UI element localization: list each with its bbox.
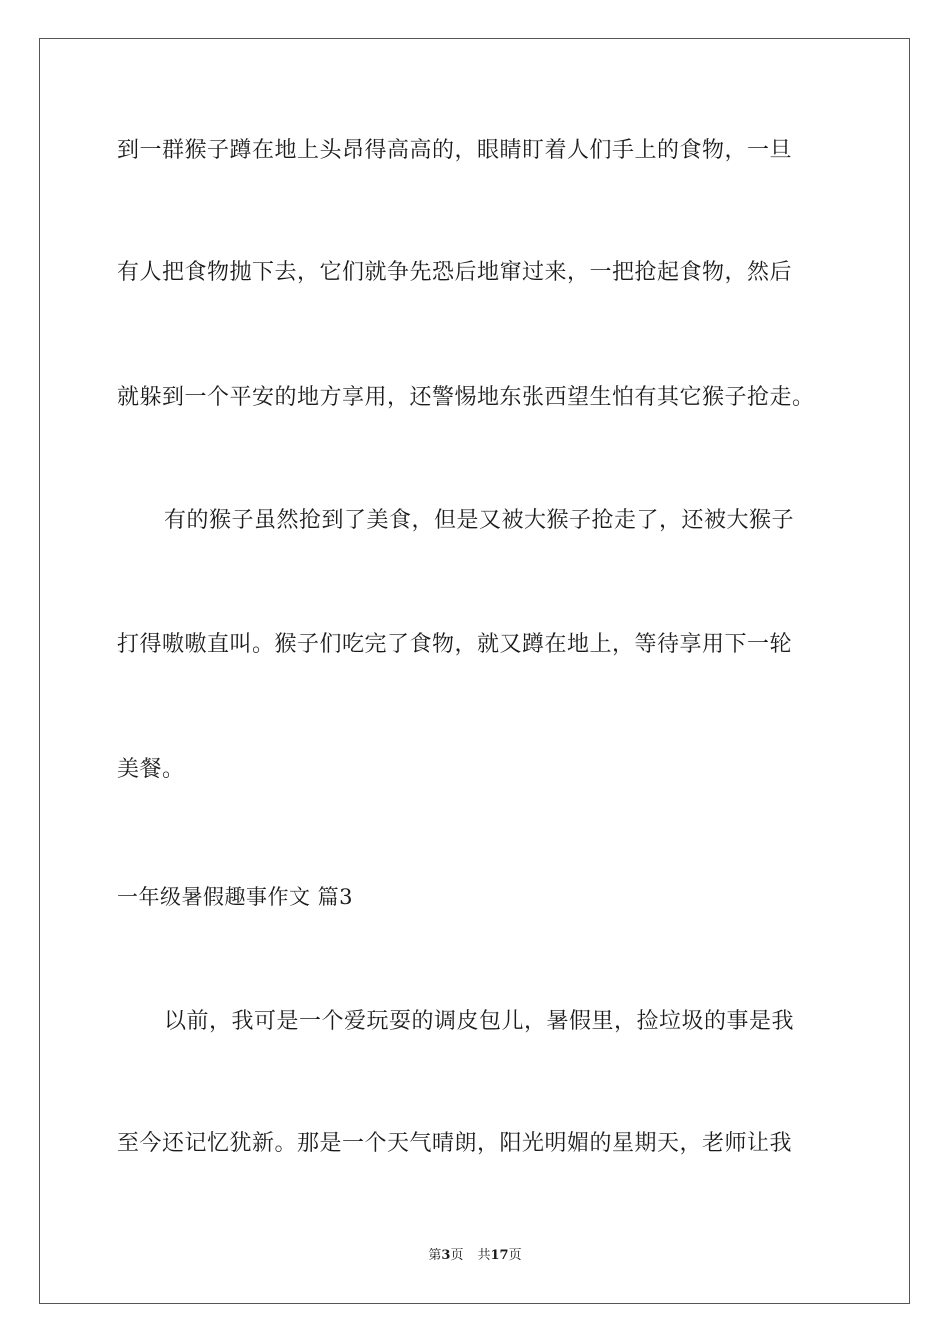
paragraph-1-line-3: 就躲到一个平安的地方享用，还警惕地东张西望生怕有其它猴子抢走。	[117, 385, 815, 410]
footer-total-suffix: 页	[508, 1248, 522, 1263]
paragraph-1-line-2: 有人把食物抛下去，它们就争先恐后地窜过来，一把抢起食物，然后	[117, 260, 793, 285]
paragraph-3-line-2: 至今还记忆犹新。那是一个天气晴朗，阳光明媚的星期天，老师让我	[117, 1131, 793, 1156]
page-border	[39, 38, 910, 1304]
footer-page-prefix: 第	[428, 1248, 442, 1263]
section-heading: 一年级暑假趣事作文 篇3	[117, 885, 354, 909]
footer-page-number: 3	[441, 1248, 451, 1263]
footer-page-suffix: 页	[450, 1248, 464, 1263]
page-footer	[0, 1247, 950, 1265]
paragraph-2-line-3: 美餐。	[117, 757, 185, 782]
paragraph-2-line-1: 有的猴子虽然抢到了美食，但是又被大猴子抢走了，还被大猴子	[164, 508, 795, 533]
paragraph-2-line-2: 打得嗷嗷直叫。猴子们吃完了食物，就又蹲在地上，等待享用下一轮	[117, 632, 793, 657]
footer-total-prefix: 共	[477, 1248, 491, 1263]
footer-total-pages: 17	[490, 1248, 509, 1263]
paragraph-1-line-1: 到一群猴子蹲在地上头昂得高高的，眼睛盯着人们手上的食物，一旦	[117, 138, 793, 163]
paragraph-3-line-1: 以前，我可是一个爱玩耍的调皮包儿，暑假里，捡垃圾的事是我	[164, 1009, 795, 1034]
